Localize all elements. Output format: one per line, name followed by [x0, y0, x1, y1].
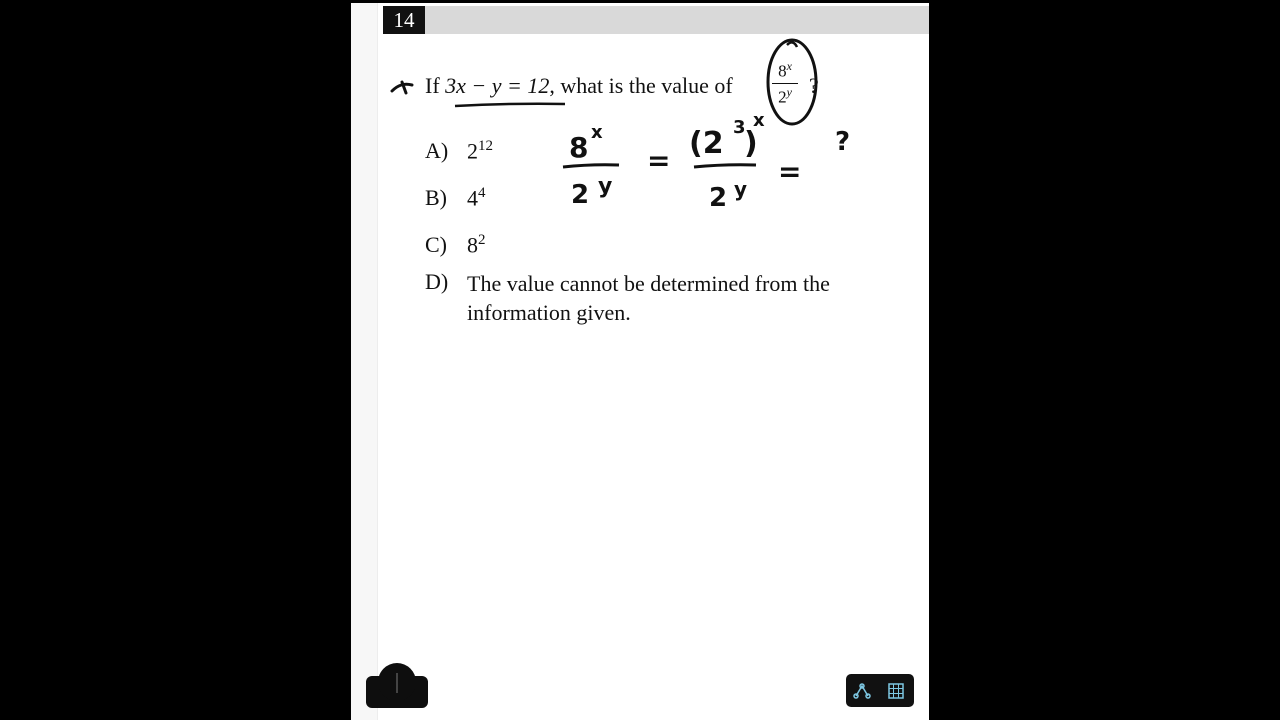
hw-frac2-bar — [694, 165, 756, 167]
question-marker-icon — [390, 75, 416, 101]
choice-letter: D) — [425, 269, 449, 294]
hw-frac2-close: ) — [744, 126, 758, 161]
hw-frac2-den: 2 — [709, 183, 728, 213]
handwriting-layer — [351, 3, 929, 720]
fraction-denominator-exp: y — [786, 84, 792, 99]
choice-letter: B) — [425, 185, 447, 211]
choice-base: 2 — [467, 138, 478, 164]
question-header-bar — [383, 6, 929, 34]
fraction-denominator: 2 — [778, 87, 787, 107]
choice-d[interactable] — [425, 269, 830, 325]
choice-exp: 4 — [478, 185, 486, 201]
worksheet-page — [351, 3, 929, 720]
hw-frac1-num: 8 — [569, 131, 589, 164]
question-equation: 3x − y = 12 — [445, 73, 550, 98]
tool-toolbar — [846, 674, 914, 707]
hw-frac2-num: (2 — [689, 126, 724, 161]
hw-frac2-num-exp: 3 — [733, 117, 746, 138]
choice-base: 8 — [467, 232, 478, 258]
question-prefix: If — [425, 73, 446, 98]
choice-base: 4 — [467, 185, 478, 211]
choice-letter: A) — [425, 138, 449, 164]
choice-a[interactable] — [425, 138, 493, 164]
question-middle: , what is the value of — [549, 73, 733, 98]
hw-frac1-num-exp: x — [591, 122, 603, 143]
pen-icon — [378, 663, 416, 701]
fraction-numerator: 8 — [778, 61, 787, 81]
choice-exp: 2 — [478, 232, 486, 248]
choice-exp: 12 — [478, 138, 493, 154]
hw-frac2-num-outer-exp: x — [753, 110, 765, 131]
fraction-bar — [772, 83, 798, 84]
question-text — [425, 59, 819, 107]
page-edge — [351, 3, 378, 720]
choice-text: The value cannot be determined from the information given. — [467, 271, 830, 325]
question-suffix: ? — [809, 73, 819, 98]
question-number: 14 — [383, 6, 425, 34]
choice-letter: C) — [425, 232, 447, 258]
choice-b[interactable] — [425, 185, 486, 211]
hw-result: ? — [835, 127, 851, 157]
choice-c[interactable] — [425, 232, 486, 258]
circle-tail — [787, 42, 797, 47]
hw-frac1-bar — [563, 165, 619, 167]
hw-frac2-den-exp: y — [734, 177, 748, 201]
fraction-numerator-exp: x — [786, 59, 792, 73]
hw-frac1-den-exp: y — [598, 174, 613, 199]
equation-underline — [455, 104, 565, 106]
grid-icon[interactable] — [882, 678, 910, 703]
question-fraction — [772, 59, 798, 107]
hw-equals-1: = — [647, 144, 671, 177]
hw-frac1-den: 2 — [571, 180, 590, 210]
shapes-icon[interactable] — [848, 678, 876, 703]
hw-equals-2: = — [778, 155, 802, 188]
